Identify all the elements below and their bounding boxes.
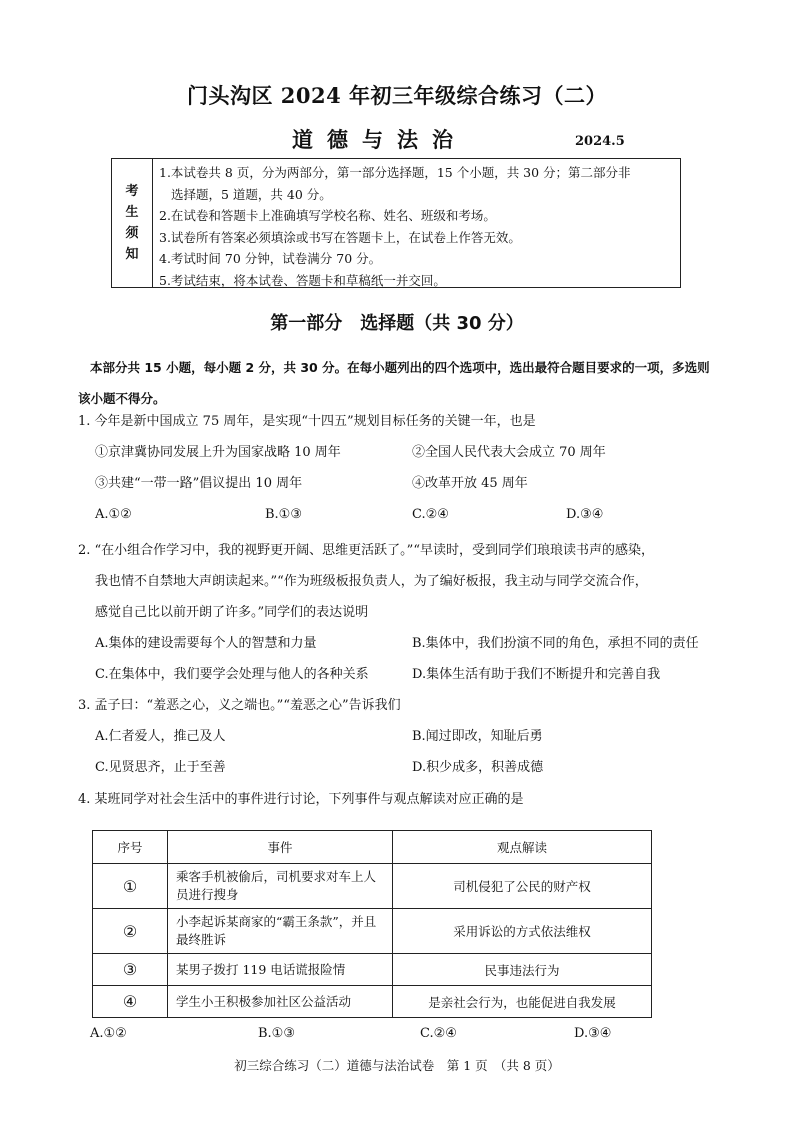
table-row [93, 986, 652, 1018]
option-b: B.①③ [258, 1026, 295, 1041]
option-a: A.仁者爱人，推己及人 [95, 729, 226, 744]
notice-item: 选择题，5 道题，共 40 分。 [171, 186, 332, 202]
option-c: C.②④ [420, 1026, 457, 1041]
question-stem: 2. “在小组合作学习中，我的视野更开阔、思维更活跃了。”“早读时，受到同学们琅琅读书声的感染， [78, 543, 654, 558]
table-header-row [93, 831, 652, 864]
page-footer: 初三综合练习（二）道德与法治试卷 第 1 页 （共 8 页） [234, 1058, 560, 1073]
row-number: ② [93, 909, 168, 954]
option-a: A.①② [90, 1026, 127, 1041]
notice-item: 4.考试时间 70 分钟，试卷满分 70 分。 [159, 251, 382, 266]
row-event: 小李起诉某商家的“霸王条款”，并且最终胜诉 [168, 909, 393, 954]
option-b: B.闻过即改，知耻后勇 [412, 729, 543, 744]
option-a: A.集体的建设需要每个人的智慧和力量 [95, 636, 317, 651]
statement: ③共建“一带一路”倡议提出 10 周年 [95, 476, 303, 491]
option-a: A.①② [95, 507, 132, 522]
notice-label-char: 考 [125, 184, 139, 199]
option-d: D.③④ [574, 1026, 612, 1041]
table-row [93, 909, 652, 954]
notice-item: 1.本试卷共 8 页，分为两部分，第一部分选择题，15 个小题，共 30 分；第二部分非 [159, 165, 631, 180]
row-view: 采用诉讼的方式依法维权 [393, 909, 652, 954]
option-d: D.积少成多，积善成德 [412, 760, 544, 775]
row-number: ④ [93, 986, 168, 1018]
notice-label [112, 159, 153, 287]
table-row [93, 864, 652, 909]
option-b: B.①③ [265, 507, 302, 522]
row-view: 司机侵犯了公民的财产权 [393, 864, 652, 909]
option-row [78, 628, 728, 659]
option-row [78, 659, 728, 690]
question-stem: 3. 孟子曰：“羞恶之心，义之端也。”“羞恶之心”告诉我们 [78, 698, 401, 713]
option-c: C.见贤思齐，止于至善 [95, 760, 226, 775]
notice-body [153, 159, 680, 287]
question-2 [78, 535, 728, 690]
table-row [93, 954, 652, 986]
table-header: 事件 [168, 831, 393, 864]
subject-row [0, 124, 794, 154]
statement: ④改革开放 45 周年 [412, 476, 528, 491]
statement: ①京津冀协同发展上升为国家战略 10 周年 [95, 445, 341, 460]
row-number: ③ [93, 954, 168, 986]
notice-item: 2.在试卷和答题卡上准确填写学校名称、姓名、班级和考场。 [159, 208, 496, 223]
row-view: 是亲社会行为，也能促进自我发展 [393, 986, 652, 1018]
exam-title: 门头沟区 2024 年初三年级综合练习（二） [186, 83, 608, 108]
part1-instruction: 本部分共 15 小题，每小题 2 分，共 30 分。在每小题列出的四个选项中，选出最符合题目要求的一项，多选则该小题不得分。 [78, 360, 710, 406]
part1-title: 第一部分 选择题（共 30 分） [270, 313, 524, 334]
notice-item: 3.试卷所有答案必须填涂或书写在答题卡上，在试卷上作答无效。 [159, 229, 521, 245]
option-d: D.集体生活有助于我们不断提升和完善自我 [412, 667, 661, 682]
row-event: 学生小王积极参加社区公益活动 [168, 986, 393, 1018]
row-view: 民事违法行为 [393, 954, 652, 986]
option-row [78, 1018, 728, 1049]
option-d: D.③④ [566, 507, 604, 522]
question-4 [78, 784, 728, 815]
notice-label-char: 须 [125, 226, 139, 241]
statement-row [78, 468, 728, 499]
option-b: B.集体中，我们扮演不同的角色，承担不同的责任 [412, 636, 699, 651]
question-3 [78, 690, 728, 783]
notice-label-char: 生 [125, 205, 139, 220]
option-c: C.在集体中，我们要学会处理与他人的各种关系 [95, 667, 369, 682]
option-row [78, 752, 728, 783]
question-4-options [78, 1018, 728, 1049]
exam-date: 2024.5 [575, 134, 625, 149]
subject-name: 道德与法治 [292, 127, 467, 152]
notice-item: 5.考试结束，将本试卷、答题卡和草稿纸一并交回。 [159, 272, 446, 288]
question-stem: 1. 今年是新中国成立 75 周年，是实现“十四五”规划目标任务的关键一年，也是 [78, 414, 536, 429]
row-event: 某男子拨打 119 电话谎报险情 [168, 954, 393, 986]
statement-row [78, 437, 728, 468]
option-row [78, 721, 728, 752]
table-header: 观点解读 [393, 831, 652, 864]
question-stem: 4. 某班同学对社会生活中的事件进行讨论，下列事件与观点解读对应正确的是 [78, 792, 524, 807]
question-1 [78, 406, 728, 530]
row-event: 乘客手机被偷后，司机要求对车上人员进行搜身 [168, 864, 393, 909]
statement: ②全国人民代表大会成立 70 周年 [412, 445, 606, 460]
option-c: C.②④ [412, 507, 449, 522]
exam-notice-box [111, 158, 681, 288]
question-stem: 感觉自己比以前开朗了许多。”同学们的表达说明 [95, 605, 369, 620]
table-header: 序号 [93, 831, 168, 864]
row-number: ① [93, 864, 168, 909]
notice-label-char: 知 [125, 247, 139, 262]
option-row [78, 499, 728, 530]
question-stem: 我也情不自禁地大声朗读起来。”“作为班级板报负责人，为了编好板报，我主动与同学交流合作， [95, 574, 648, 589]
events-table [92, 830, 652, 1018]
